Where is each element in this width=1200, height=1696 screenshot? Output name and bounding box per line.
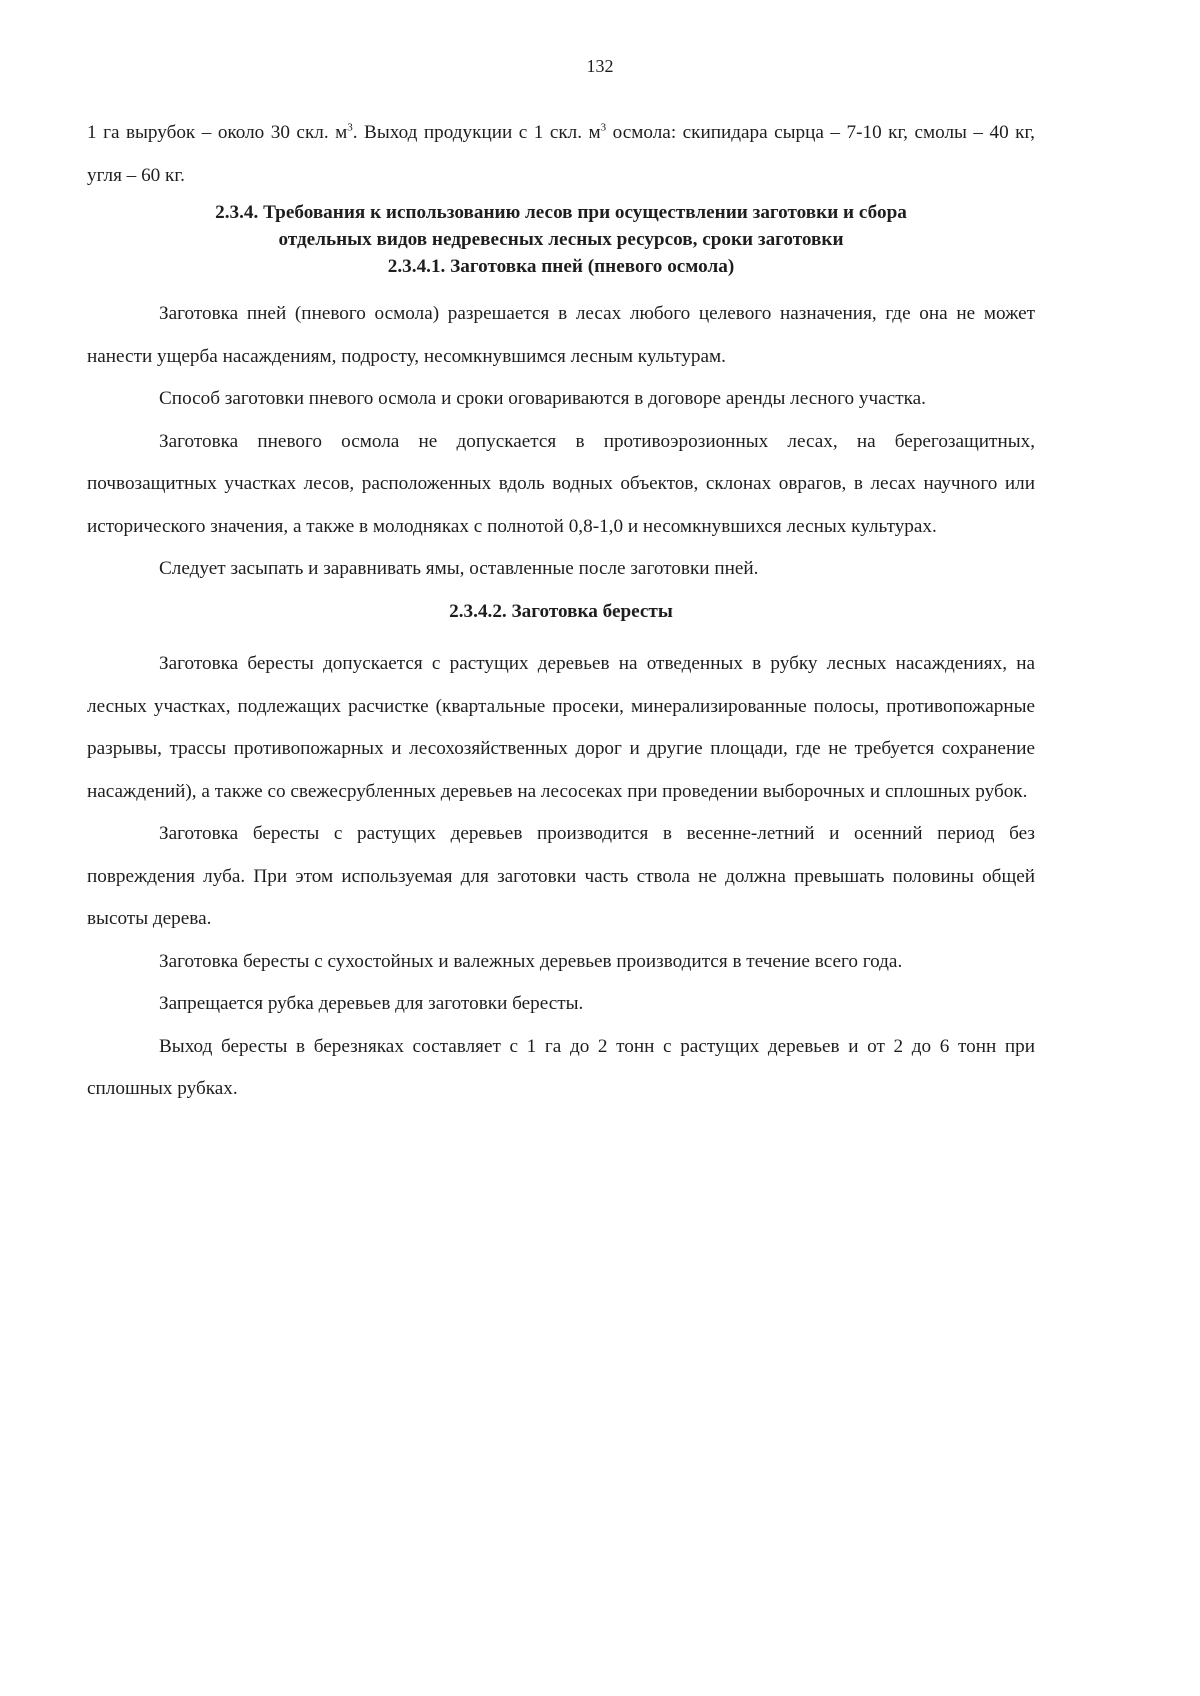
paragraph: Заготовка бересты допускается с растущих деревьев на отведенных в рубку лесных насаждениях, на лесных участках, подлежащих расчистке (квартальные просеки, минерализированные полосы, противопожарные разрывы, трассы противопожарных и лесохозяйственных дорог и другие площади, где не требуется сохранение насаждений), а также со свежесрубленных деревьев на лесосеках при проведении выборочных и сплошных рубок.	[87, 653, 1035, 802]
paragraph: Заготовка пней (пневого осмола) разрешается в лесах любого целевого назначения, где она не может нанести ущерба насаждениям, подросту, несомкнувшимся лесным культурам.	[87, 303, 1035, 367]
page-number: 132	[586, 56, 614, 76]
section-heading-line1: 2.3.4. Требования к использованию лесов при осуществлении заготовки и сбора	[215, 202, 907, 223]
cubic-superscript: 3	[347, 121, 353, 134]
cubic-superscript: 3	[600, 121, 607, 134]
subsection-heading-2-3-4-2: 2.3.4.2. Заготовка бересты	[449, 600, 673, 622]
paragraph: Заготовка бересты с растущих деревьев производится в весенне-летний и осенний период без повреждения луба. При этом используемая для заготовки часть ствола не должна превышать половины общей высоты дерева.	[87, 823, 1035, 929]
paragraph: Заготовка пневого осмола не допускается в противоэрозионных лесах, на берегозащитных, почвозащитных участках лесов, расположенных вдоль водных объектов, склонах оврагов, в лесах научного или исторического значения, а также в молодняках с полнотой 0,8-1,0 и несомкнувшихся лесных культурах.	[87, 430, 1035, 537]
subsection-heading-2-3-4-1: 2.3.4.1. Заготовка пней (пневого осмола)	[387, 256, 735, 277]
paragraph: Следует засыпать и заравнивать ямы, оставленные после заготовки пней.	[159, 558, 759, 579]
paragraph: Выход бересты в березняках составляет с 1 га до 2 тонн с растущих деревьев и от 2 до 6 тонн при сплошных рубках.	[87, 1035, 1035, 1099]
intro-paragraph	[87, 112, 1035, 197]
paragraph: Запрещается рубка деревьев для заготовки бересты.	[159, 993, 584, 1014]
paragraph: Способ заготовки пневого осмола и сроки оговариваются в договоре аренды лесного участка.	[159, 388, 926, 409]
intro-text-part3: осмола: скипидара сырца – 7-10 кг, смолы – 40 кг, угля – 60 кг.	[87, 122, 1035, 186]
section-heading-line2: отдельных видов недревесных лесных ресурсов, сроки заготовки	[278, 229, 844, 250]
document-body	[87, 112, 1035, 1111]
paragraph: Заготовка бересты с сухостойных и валежных деревьев производится в течение всего года.	[159, 950, 903, 972]
section-heading-2-3-4	[87, 199, 1035, 253]
intro-text-part1: 1 га вырубок – около 30 скл. м	[87, 122, 348, 143]
intro-text-part2: . Выход продукции с 1 скл. м	[352, 122, 601, 143]
